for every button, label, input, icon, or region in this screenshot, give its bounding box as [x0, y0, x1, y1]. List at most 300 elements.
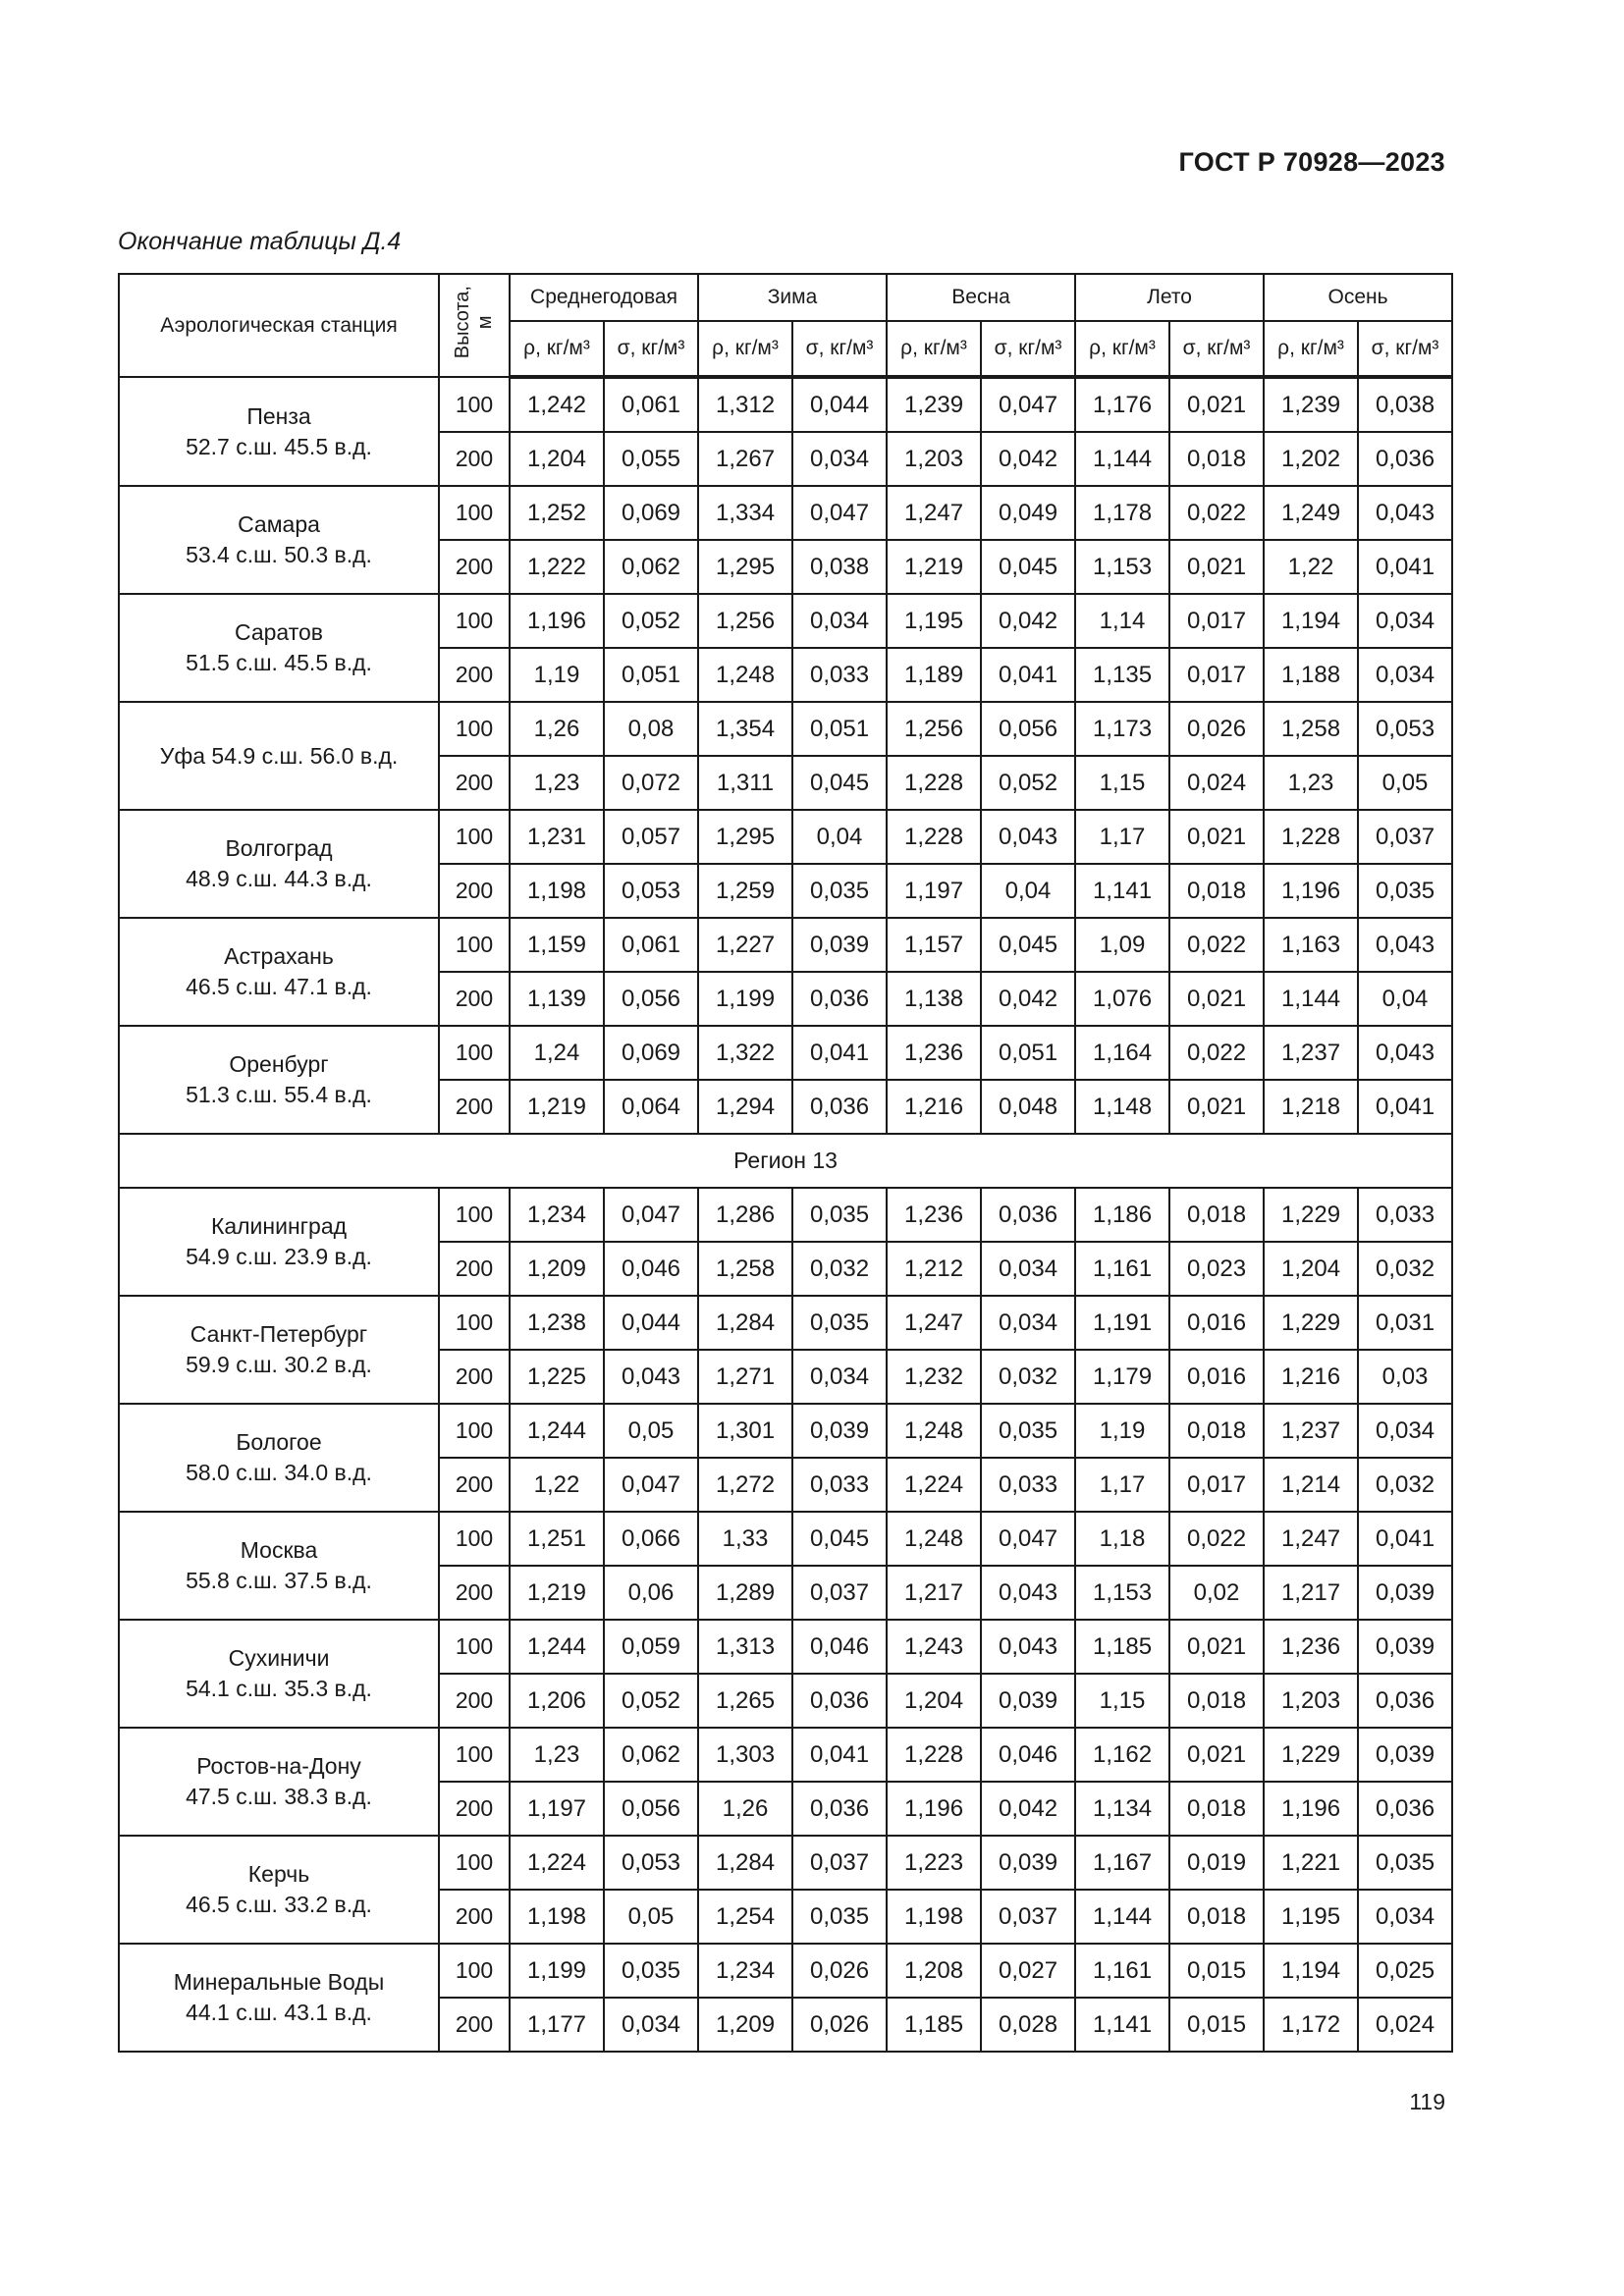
rho-value-cell: 1,256 — [887, 702, 981, 756]
rho-value-cell: 1,185 — [1075, 1620, 1169, 1674]
sigma-value-cell: 0,026 — [1169, 702, 1264, 756]
sigma-value-cell: 0,021 — [1169, 377, 1264, 432]
rho-value-cell: 1,23 — [510, 1728, 604, 1782]
rho-value-cell: 1,258 — [698, 1242, 792, 1296]
sigma-value-cell: 0,042 — [981, 972, 1075, 1026]
rho-value-cell: 1,251 — [510, 1512, 604, 1566]
rho-value-cell: 1,208 — [887, 1944, 981, 1998]
sigma-value-cell: 0,051 — [792, 702, 887, 756]
rho-value-cell: 1,26 — [510, 702, 604, 756]
rho-value-cell: 1,162 — [1075, 1728, 1169, 1782]
sigma-value-cell: 0,045 — [792, 756, 887, 810]
station-name: Керчь — [247, 1861, 310, 1887]
station-cell — [119, 1188, 439, 1296]
sigma-value-cell: 0,059 — [604, 1620, 698, 1674]
sigma-value-cell: 0,05 — [1358, 756, 1452, 810]
rho-value-cell: 1,228 — [887, 810, 981, 864]
sigma-value-cell: 0,034 — [792, 1350, 887, 1404]
sigma-value-cell: 0,018 — [1169, 1188, 1264, 1242]
height-cell: 100 — [439, 1404, 510, 1458]
station-coordinates: 44.1 с.ш. 43.1 в.д. — [186, 2000, 372, 2025]
sigma-value-cell: 0,053 — [1358, 702, 1452, 756]
rho-value-cell: 1,237 — [1264, 1026, 1358, 1080]
sigma-value-cell: 0,021 — [1169, 972, 1264, 1026]
height-cell: 200 — [439, 540, 510, 594]
rho-value-cell: 1,223 — [887, 1836, 981, 1890]
rho-value-cell: 1,195 — [1264, 1890, 1358, 1944]
rho-value-cell: 1,229 — [1264, 1728, 1358, 1782]
rho-value-cell: 1,216 — [887, 1080, 981, 1134]
sigma-value-cell: 0,037 — [1358, 810, 1452, 864]
station-name: Пенза — [246, 402, 311, 429]
rho-value-cell: 1,196 — [1264, 864, 1358, 918]
sigma-value-cell: 0,041 — [792, 1026, 887, 1080]
sigma-value-cell: 0,018 — [1169, 432, 1264, 486]
station-cell — [119, 1728, 439, 1836]
rho-value-cell: 1,271 — [698, 1350, 792, 1404]
table-caption: Окончание таблицы Д.4 — [118, 228, 402, 255]
sigma-value-cell: 0,039 — [981, 1674, 1075, 1728]
height-cell: 100 — [439, 810, 510, 864]
rho-value-cell: 1,179 — [1075, 1350, 1169, 1404]
sigma-value-cell: 0,066 — [604, 1512, 698, 1566]
rho-subheader: ρ, кг/м³ — [1075, 321, 1169, 377]
sigma-value-cell: 0,022 — [1169, 1026, 1264, 1080]
rho-value-cell: 1,23 — [510, 756, 604, 810]
sigma-value-cell: 0,026 — [792, 1944, 887, 1998]
station-coordinates: 53.4 с.ш. 50.3 в.д. — [186, 542, 372, 567]
sigma-value-cell: 0,039 — [1358, 1566, 1452, 1620]
height-column-header — [439, 274, 510, 377]
sigma-value-cell: 0,034 — [1358, 1890, 1452, 1944]
rho-value-cell: 1,153 — [1075, 1566, 1169, 1620]
sigma-value-cell: 0,056 — [981, 702, 1075, 756]
rho-value-cell: 1,194 — [1264, 1944, 1358, 1998]
station-cell — [119, 702, 439, 810]
station-cell — [119, 594, 439, 702]
sigma-value-cell: 0,032 — [1358, 1458, 1452, 1512]
sigma-value-cell: 0,069 — [604, 486, 698, 540]
station-name: Оренбург — [229, 1051, 329, 1077]
sigma-value-cell: 0,047 — [792, 486, 887, 540]
rho-value-cell: 1,224 — [510, 1836, 604, 1890]
sigma-value-cell: 0,016 — [1169, 1350, 1264, 1404]
table-row — [119, 1836, 1452, 1890]
rho-value-cell: 1,19 — [510, 648, 604, 702]
sigma-value-cell: 0,056 — [604, 1782, 698, 1836]
height-cell: 100 — [439, 377, 510, 432]
rho-value-cell: 1,139 — [510, 972, 604, 1026]
rho-value-cell: 1,221 — [1264, 1836, 1358, 1890]
rho-value-cell: 1,334 — [698, 486, 792, 540]
sigma-value-cell: 0,035 — [1358, 864, 1452, 918]
height-cell: 200 — [439, 1674, 510, 1728]
rho-value-cell: 1,256 — [698, 594, 792, 648]
station-cell — [119, 1944, 439, 2052]
rho-value-cell: 1,232 — [887, 1350, 981, 1404]
rho-value-cell: 1,225 — [510, 1350, 604, 1404]
rho-value-cell: 1,236 — [887, 1026, 981, 1080]
sigma-value-cell: 0,034 — [981, 1296, 1075, 1350]
sigma-value-cell: 0,015 — [1169, 1998, 1264, 2052]
sigma-value-cell: 0,031 — [1358, 1296, 1452, 1350]
sigma-value-cell: 0,033 — [792, 648, 887, 702]
table-row — [119, 486, 1452, 540]
sigma-value-cell: 0,043 — [1358, 1026, 1452, 1080]
sigma-subheader: σ, кг/м³ — [981, 321, 1075, 377]
rho-value-cell: 1,177 — [510, 1998, 604, 2052]
sigma-value-cell: 0,022 — [1169, 486, 1264, 540]
rho-value-cell: 1,217 — [887, 1566, 981, 1620]
sigma-value-cell: 0,042 — [981, 594, 1075, 648]
height-cell: 100 — [439, 918, 510, 972]
height-cell: 200 — [439, 972, 510, 1026]
sigma-value-cell: 0,033 — [792, 1458, 887, 1512]
table-row — [119, 918, 1452, 972]
table-row — [119, 1296, 1452, 1350]
sigma-value-cell: 0,035 — [792, 1188, 887, 1242]
rho-value-cell: 1,209 — [510, 1242, 604, 1296]
sigma-value-cell: 0,052 — [981, 756, 1075, 810]
rho-value-cell: 1,186 — [1075, 1188, 1169, 1242]
sigma-value-cell: 0,051 — [604, 648, 698, 702]
station-coordinates: 46.5 с.ш. 47.1 в.д. — [186, 974, 372, 999]
rho-value-cell: 1,138 — [887, 972, 981, 1026]
rho-value-cell: 1,191 — [1075, 1296, 1169, 1350]
sigma-value-cell: 0,036 — [792, 1080, 887, 1134]
sigma-value-cell: 0,048 — [981, 1080, 1075, 1134]
rho-value-cell: 1,252 — [510, 486, 604, 540]
rho-value-cell: 1,284 — [698, 1836, 792, 1890]
rho-value-cell: 1,204 — [1264, 1242, 1358, 1296]
rho-value-cell: 1,153 — [1075, 540, 1169, 594]
sigma-value-cell: 0,069 — [604, 1026, 698, 1080]
rho-value-cell: 1,148 — [1075, 1080, 1169, 1134]
sigma-value-cell: 0,041 — [792, 1728, 887, 1782]
sigma-value-cell: 0,042 — [981, 432, 1075, 486]
table-body — [119, 377, 1452, 2052]
rho-value-cell: 1,19 — [1075, 1404, 1169, 1458]
station-coordinates: 55.8 с.ш. 37.5 в.д. — [186, 1568, 372, 1593]
sigma-value-cell: 0,04 — [1358, 972, 1452, 1026]
rho-value-cell: 1,265 — [698, 1674, 792, 1728]
sigma-value-cell: 0,06 — [604, 1566, 698, 1620]
sigma-value-cell: 0,046 — [792, 1620, 887, 1674]
rho-value-cell: 1,301 — [698, 1404, 792, 1458]
rho-value-cell: 1,198 — [510, 1890, 604, 1944]
rho-value-cell: 1,199 — [510, 1944, 604, 1998]
height-cell: 200 — [439, 1890, 510, 1944]
sigma-value-cell: 0,034 — [1358, 594, 1452, 648]
height-cell: 100 — [439, 1728, 510, 1782]
sigma-value-cell: 0,035 — [604, 1944, 698, 1998]
height-cell: 100 — [439, 1836, 510, 1890]
station-coordinates: 47.5 с.ш. 38.3 в.д. — [186, 1784, 372, 1809]
rho-subheader: ρ, кг/м³ — [698, 321, 792, 377]
sigma-value-cell: 0,021 — [1169, 810, 1264, 864]
station-cell — [119, 918, 439, 1026]
sigma-value-cell: 0,046 — [981, 1728, 1075, 1782]
height-cell: 200 — [439, 756, 510, 810]
rho-value-cell: 1,294 — [698, 1080, 792, 1134]
sigma-value-cell: 0,062 — [604, 540, 698, 594]
sigma-value-cell: 0,018 — [1169, 1404, 1264, 1458]
rho-value-cell: 1,161 — [1075, 1944, 1169, 1998]
rho-value-cell: 1,222 — [510, 540, 604, 594]
height-column-header-label: Высота, м — [452, 286, 496, 359]
sigma-value-cell: 0,032 — [792, 1242, 887, 1296]
table-row — [119, 1512, 1452, 1566]
sigma-value-cell: 0,034 — [604, 1998, 698, 2052]
rho-value-cell: 1,228 — [1264, 810, 1358, 864]
sigma-value-cell: 0,043 — [981, 1620, 1075, 1674]
table-row — [119, 702, 1452, 756]
rho-value-cell: 1,167 — [1075, 1836, 1169, 1890]
sigma-value-cell: 0,047 — [981, 377, 1075, 432]
rho-value-cell: 1,228 — [887, 756, 981, 810]
height-cell: 200 — [439, 1782, 510, 1836]
height-cell: 200 — [439, 432, 510, 486]
rho-value-cell: 1,17 — [1075, 810, 1169, 864]
document-standard-number: ГОСТ Р 70928—2023 — [1178, 147, 1445, 177]
height-cell: 100 — [439, 486, 510, 540]
rho-value-cell: 1,218 — [1264, 1080, 1358, 1134]
sigma-value-cell: 0,064 — [604, 1080, 698, 1134]
sigma-value-cell: 0,025 — [1358, 1944, 1452, 1998]
sigma-value-cell: 0,017 — [1169, 594, 1264, 648]
rho-value-cell: 1,229 — [1264, 1296, 1358, 1350]
station-cell — [119, 1620, 439, 1728]
sigma-value-cell: 0,035 — [792, 1890, 887, 1944]
sigma-value-cell: 0,026 — [792, 1998, 887, 2052]
sigma-value-cell: 0,039 — [792, 918, 887, 972]
sigma-value-cell: 0,039 — [981, 1836, 1075, 1890]
rho-value-cell: 1,248 — [887, 1404, 981, 1458]
station-coordinates: 58.0 с.ш. 34.0 в.д. — [186, 1460, 372, 1485]
rho-value-cell: 1,185 — [887, 1998, 981, 2052]
station-cell — [119, 377, 439, 486]
rho-value-cell: 1,229 — [1264, 1188, 1358, 1242]
rho-value-cell: 1,247 — [1264, 1512, 1358, 1566]
rho-value-cell: 1,173 — [1075, 702, 1169, 756]
sigma-value-cell: 0,024 — [1169, 756, 1264, 810]
rho-value-cell: 1,22 — [510, 1458, 604, 1512]
height-cell: 100 — [439, 702, 510, 756]
rho-value-cell: 1,17 — [1075, 1458, 1169, 1512]
rho-value-cell: 1,242 — [510, 377, 604, 432]
rho-value-cell: 1,224 — [887, 1458, 981, 1512]
station-cell — [119, 810, 439, 918]
rho-value-cell: 1,214 — [1264, 1458, 1358, 1512]
sigma-value-cell: 0,049 — [981, 486, 1075, 540]
rho-value-cell: 1,141 — [1075, 1998, 1169, 2052]
station-name: Самара — [238, 511, 320, 537]
rho-value-cell: 1,198 — [510, 864, 604, 918]
station-coordinates: 48.9 с.ш. 44.3 в.д. — [186, 866, 372, 891]
height-cell: 200 — [439, 1080, 510, 1134]
rho-value-cell: 1,249 — [1264, 486, 1358, 540]
rho-value-cell: 1,172 — [1264, 1998, 1358, 2052]
rho-value-cell: 1,267 — [698, 432, 792, 486]
sigma-value-cell: 0,027 — [981, 1944, 1075, 1998]
rho-value-cell: 1,197 — [887, 864, 981, 918]
rho-value-cell: 1,26 — [698, 1782, 792, 1836]
sigma-value-cell: 0,039 — [1358, 1620, 1452, 1674]
sigma-value-cell: 0,039 — [792, 1404, 887, 1458]
sigma-value-cell: 0,032 — [981, 1350, 1075, 1404]
station-name: Калининград — [210, 1213, 348, 1239]
height-cell: 200 — [439, 648, 510, 702]
sigma-value-cell: 0,034 — [981, 1242, 1075, 1296]
sigma-value-cell: 0,043 — [1358, 918, 1452, 972]
rho-value-cell: 1,227 — [698, 918, 792, 972]
sigma-value-cell: 0,038 — [1358, 377, 1452, 432]
sigma-value-cell: 0,036 — [981, 1188, 1075, 1242]
rho-value-cell: 1,206 — [510, 1674, 604, 1728]
rho-value-cell: 1,178 — [1075, 486, 1169, 540]
rho-value-cell: 1,239 — [887, 377, 981, 432]
height-cell: 100 — [439, 1620, 510, 1674]
sigma-value-cell: 0,03 — [1358, 1350, 1452, 1404]
rho-value-cell: 1,284 — [698, 1296, 792, 1350]
rho-value-cell: 1,228 — [887, 1728, 981, 1782]
rho-value-cell: 1,144 — [1075, 432, 1169, 486]
rho-value-cell: 1,199 — [698, 972, 792, 1026]
rho-value-cell: 1,144 — [1264, 972, 1358, 1026]
rho-value-cell: 1,196 — [1264, 1782, 1358, 1836]
rho-value-cell: 1,194 — [1264, 594, 1358, 648]
rho-value-cell: 1,197 — [510, 1782, 604, 1836]
height-cell: 100 — [439, 594, 510, 648]
rho-value-cell: 1,23 — [1264, 756, 1358, 810]
rho-value-cell: 1,313 — [698, 1620, 792, 1674]
period-header: Зима — [698, 274, 887, 321]
sigma-value-cell: 0,072 — [604, 756, 698, 810]
station-name: Минеральные Воды — [173, 1969, 385, 1995]
sigma-value-cell: 0,043 — [981, 1566, 1075, 1620]
rho-value-cell: 1,312 — [698, 377, 792, 432]
rho-value-cell: 1,231 — [510, 810, 604, 864]
sigma-subheader: σ, кг/м³ — [604, 321, 698, 377]
rho-value-cell: 1,163 — [1264, 918, 1358, 972]
rho-value-cell: 1,159 — [510, 918, 604, 972]
station-name: Бологое — [236, 1429, 322, 1455]
sigma-value-cell: 0,018 — [1169, 864, 1264, 918]
rho-value-cell: 1,289 — [698, 1566, 792, 1620]
rho-value-cell: 1,15 — [1075, 1674, 1169, 1728]
sigma-value-cell: 0,021 — [1169, 1620, 1264, 1674]
rho-value-cell: 1,239 — [1264, 377, 1358, 432]
rho-value-cell: 1,24 — [510, 1026, 604, 1080]
sigma-value-cell: 0,044 — [792, 377, 887, 432]
table-row — [119, 377, 1452, 432]
sigma-value-cell: 0,034 — [1358, 648, 1452, 702]
sigma-value-cell: 0,022 — [1169, 918, 1264, 972]
station-name: Москва — [240, 1537, 318, 1563]
station-coordinates: 52.7 с.ш. 45.5 в.д. — [186, 433, 372, 459]
sigma-value-cell: 0,017 — [1169, 648, 1264, 702]
sigma-value-cell: 0,044 — [604, 1296, 698, 1350]
rho-value-cell: 1,188 — [1264, 648, 1358, 702]
sigma-value-cell: 0,047 — [981, 1512, 1075, 1566]
station-cell — [119, 1512, 439, 1620]
height-cell: 100 — [439, 1296, 510, 1350]
rho-value-cell: 1,135 — [1075, 648, 1169, 702]
sigma-value-cell: 0,036 — [792, 1674, 887, 1728]
sigma-value-cell: 0,061 — [604, 377, 698, 432]
sigma-value-cell: 0,062 — [604, 1728, 698, 1782]
station-coordinates: 54.9 с.ш. 23.9 в.д. — [186, 1244, 372, 1269]
station-cell — [119, 1026, 439, 1134]
sigma-value-cell: 0,021 — [1169, 540, 1264, 594]
sigma-value-cell: 0,05 — [604, 1890, 698, 1944]
height-cell: 100 — [439, 1188, 510, 1242]
sigma-value-cell: 0,046 — [604, 1242, 698, 1296]
sigma-value-cell: 0,036 — [1358, 1674, 1452, 1728]
sigma-value-cell: 0,034 — [1358, 1404, 1452, 1458]
station-name: Уфа 54.9 с.ш. 56.0 в.д. — [159, 742, 399, 769]
height-cell: 200 — [439, 1998, 510, 2052]
rho-value-cell: 1,196 — [510, 594, 604, 648]
rho-value-cell: 1,18 — [1075, 1512, 1169, 1566]
station-coordinates: 46.5 с.ш. 33.2 в.д. — [186, 1892, 372, 1917]
table-row — [119, 1188, 1452, 1242]
sigma-value-cell: 0,045 — [981, 540, 1075, 594]
sigma-value-cell: 0,047 — [604, 1458, 698, 1512]
rho-value-cell: 1,33 — [698, 1512, 792, 1566]
table-row — [119, 810, 1452, 864]
sigma-value-cell: 0,019 — [1169, 1836, 1264, 1890]
rho-value-cell: 1,15 — [1075, 756, 1169, 810]
rho-value-cell: 1,322 — [698, 1026, 792, 1080]
rho-value-cell: 1,22 — [1264, 540, 1358, 594]
rho-value-cell: 1,295 — [698, 540, 792, 594]
sigma-value-cell: 0,04 — [981, 864, 1075, 918]
sigma-value-cell: 0,035 — [792, 1296, 887, 1350]
station-cell — [119, 1836, 439, 1944]
station-coordinates: 51.3 с.ш. 55.4 в.д. — [186, 1082, 372, 1107]
station-name: Санкт-Петербург — [189, 1321, 368, 1347]
sigma-value-cell: 0,036 — [1358, 432, 1452, 486]
sigma-value-cell: 0,035 — [792, 864, 887, 918]
sigma-subheader: σ, кг/м³ — [1358, 321, 1452, 377]
sigma-value-cell: 0,038 — [792, 540, 887, 594]
rho-value-cell: 1,141 — [1075, 864, 1169, 918]
sigma-value-cell: 0,041 — [1358, 1512, 1452, 1566]
station-column-header: Аэрологическая станция — [119, 274, 439, 377]
height-cell: 100 — [439, 1026, 510, 1080]
sigma-value-cell: 0,04 — [792, 810, 887, 864]
height-cell: 200 — [439, 1458, 510, 1512]
sigma-value-cell: 0,021 — [1169, 1080, 1264, 1134]
rho-value-cell: 1,189 — [887, 648, 981, 702]
rho-subheader: ρ, кг/м³ — [1264, 321, 1358, 377]
sigma-value-cell: 0,056 — [604, 972, 698, 1026]
rho-value-cell: 1,247 — [887, 486, 981, 540]
sigma-value-cell: 0,045 — [981, 918, 1075, 972]
rho-value-cell: 1,164 — [1075, 1026, 1169, 1080]
rho-value-cell: 1,195 — [887, 594, 981, 648]
rho-value-cell: 1,198 — [887, 1890, 981, 1944]
table-row — [119, 1944, 1452, 1998]
table-row — [119, 594, 1452, 648]
region-row — [119, 1134, 1452, 1188]
sigma-value-cell: 0,032 — [1358, 1242, 1452, 1296]
rho-value-cell: 1,196 — [887, 1782, 981, 1836]
sigma-value-cell: 0,036 — [792, 1782, 887, 1836]
density-table — [118, 273, 1453, 2053]
sigma-value-cell: 0,043 — [1358, 486, 1452, 540]
